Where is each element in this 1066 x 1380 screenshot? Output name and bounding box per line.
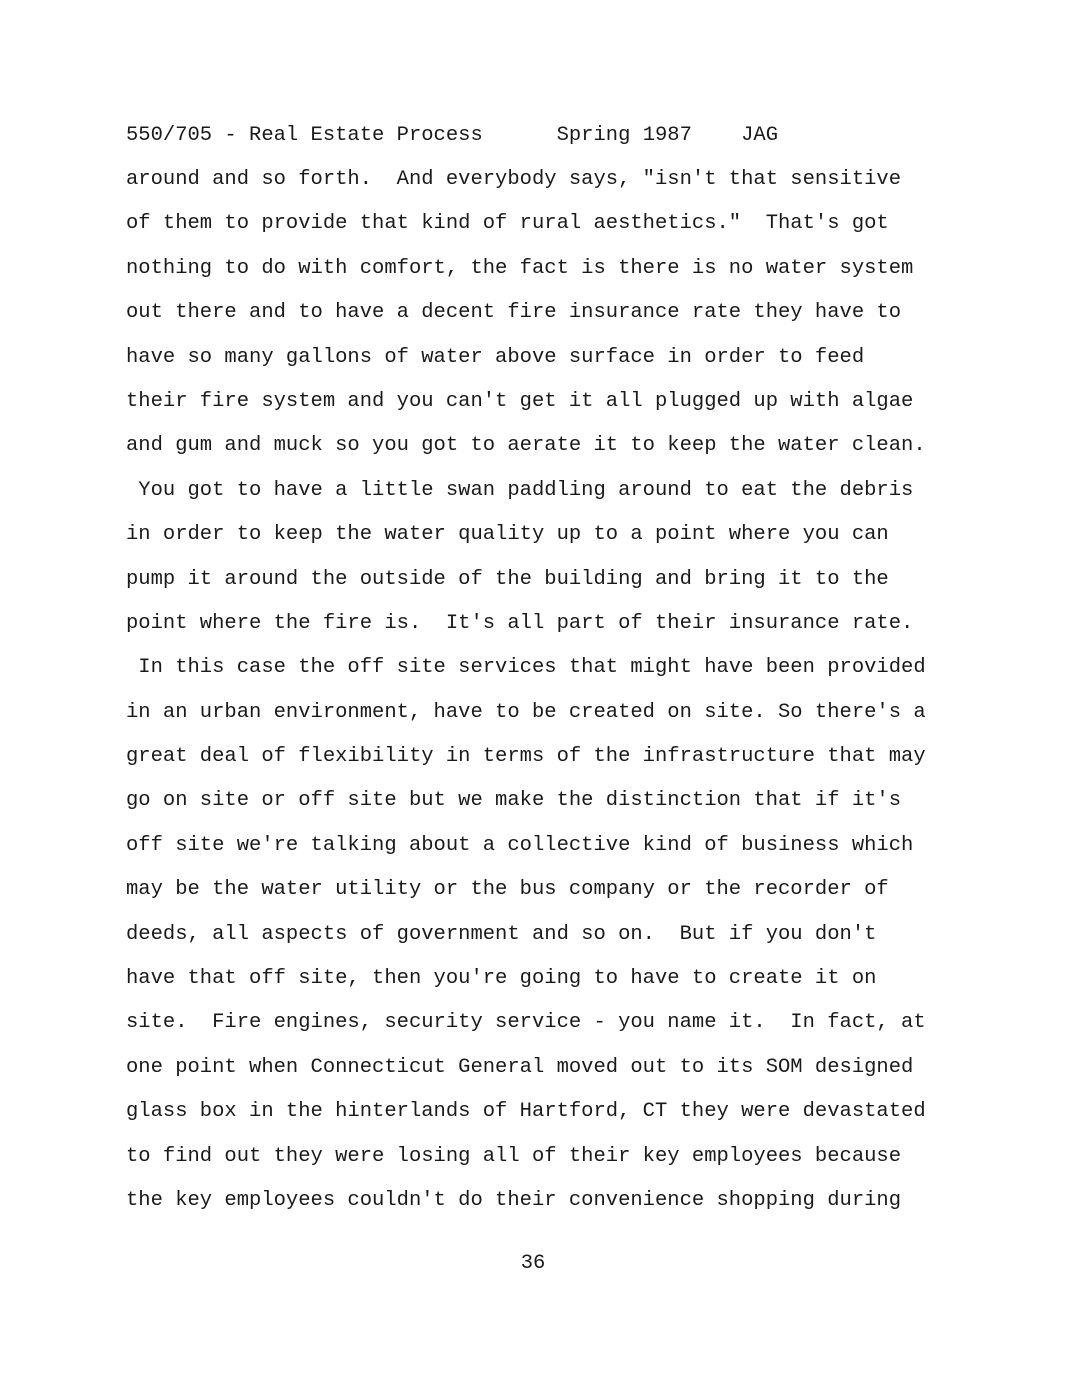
text-line: pump it around the outside of the building and bring it to the (126, 567, 889, 591)
text-line: may be the water utility or the bus company or the recorder of (126, 878, 889, 902)
text-line: In this case the off site services that might have been provided (126, 656, 926, 680)
text-line: in order to keep the water quality up to a point where you can (126, 523, 889, 547)
transcript-body (126, 168, 926, 1233)
text-line: the key employees couldn't do their convenience shopping during (126, 1188, 902, 1212)
text-line: in an urban environment, have to be created on site. So there's a (126, 700, 926, 724)
text-line: You got to have a little swan paddling around to eat the debris (126, 478, 914, 502)
text-line: their fire system and you can't get it all plugged up with algae (126, 389, 914, 413)
text-line: great deal of flexibility in terms of the infrastructure that may (126, 745, 926, 769)
term: Spring 1987 (556, 124, 692, 147)
text-line: to find out they were losing all of their key employees because (126, 1144, 902, 1168)
text-line: go on site or off site but we make the distinction that if it's (126, 789, 902, 813)
page-number: 36 (520, 1252, 546, 1275)
text-line: and gum and muck so you got to aerate it to keep the water clean. (126, 434, 926, 458)
text-line: out there and to have a decent fire insurance rate they have to (126, 301, 902, 325)
text-line: nothing to do with comfort, the fact is there is no water system (126, 256, 914, 280)
page-header (126, 124, 778, 148)
author-initials: JAG (741, 124, 779, 147)
course-title: 550/705 - Real Estate Process (126, 124, 483, 147)
text-line: site. Fire engines, security service - you name it. In fact, at (126, 1011, 926, 1035)
text-line: deeds, all aspects of government and so on. But if you don't (126, 922, 877, 946)
text-line: point where the fire is. It's all part of their insurance rate. (126, 611, 914, 635)
text-line: have that off site, then you're going to have to create it on (126, 967, 877, 991)
text-line: of them to provide that kind of rural aesthetics." That's got (126, 212, 889, 236)
text-line: have so many gallons of water above surface in order to feed (126, 345, 865, 369)
text-line: around and so forth. And everybody says, "isn't that sensitive (126, 168, 902, 191)
text-line: one point when Connecticut General moved out to its SOM designed (126, 1055, 914, 1079)
text-line: off site we're talking about a collective kind of business which (126, 833, 914, 857)
text-line: glass box in the hinterlands of Hartford, CT they were devastated (126, 1100, 926, 1124)
